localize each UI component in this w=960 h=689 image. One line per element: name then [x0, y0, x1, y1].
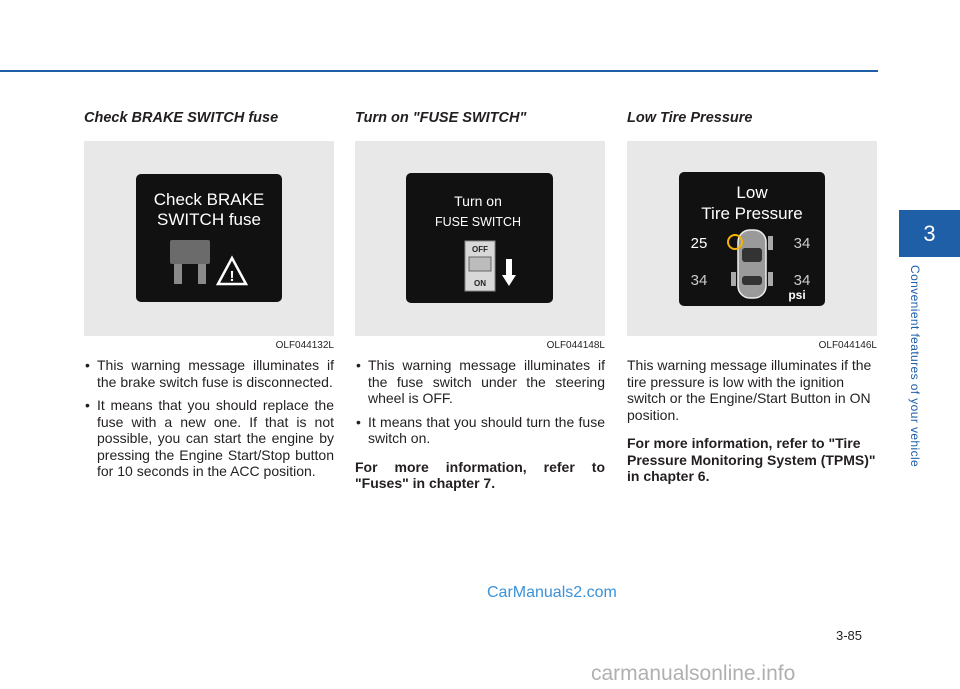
fuse-switch-illustration	[406, 173, 553, 303]
reference-note: For more information, refer to "Fuses" in chapter 7.	[355, 458, 605, 491]
chapter-tab: 3	[899, 210, 960, 257]
pressure-unit: psi	[788, 288, 806, 302]
screen-line: SWITCH fuse	[157, 210, 261, 229]
header-rule	[0, 70, 878, 72]
figure-code: OLF044132L	[275, 340, 334, 351]
figure-code: OLF044146L	[818, 340, 877, 351]
screen-line: FUSE SWITCH	[434, 215, 522, 229]
screen-line: Low	[736, 183, 768, 202]
bullet-item: • It means that you should turn the fuse switch on.	[355, 414, 605, 447]
screen-line: Tire Pressure	[701, 204, 803, 223]
body-paragraph: This warning message illuminates if the tire pressure is low with the ignition switch or the Engine/Start Button in ON position.	[627, 357, 872, 423]
chapter-title-text: Convenient features of your vehicle	[908, 265, 922, 468]
watermark-top: CarManuals2.com	[487, 584, 617, 601]
tire-value-front-right: 34	[793, 235, 811, 252]
section-heading: Low Tire Pressure	[627, 110, 753, 126]
bullet-item: • It means that you should replace the fuse with a new one. If that is not possible, you can start the engine by pressing the Engine Start/Stop button for 10 seconds in the ACC position.	[84, 397, 334, 480]
tire-value-rear-left: 34	[690, 272, 708, 289]
figure-code: OLF044148L	[546, 340, 605, 351]
fuse-icon	[170, 240, 210, 264]
section-heading: Check BRAKE SWITCH fuse	[84, 110, 279, 126]
page-number: 3-85	[836, 628, 863, 643]
screen-line: Check BRAKE	[153, 190, 265, 209]
figure-fuse-switch	[355, 141, 605, 336]
svg-text:!: !	[229, 268, 235, 285]
section-low-tire-pressure	[627, 110, 877, 485]
cluster-display	[679, 172, 825, 306]
reference-note: For more information, refer to "Tire Pressure Monitoring System (TPMS)" in chapter 6.	[627, 435, 876, 484]
watermark-bottom: carmanualsonline.info	[591, 662, 796, 685]
chapter-title	[908, 265, 922, 500]
section-brake-switch	[84, 110, 334, 487]
switch-label-off: OFF	[472, 245, 488, 254]
cluster-display	[136, 174, 282, 302]
arrow-down-icon	[506, 259, 512, 275]
section-heading: Turn on "FUSE SWITCH"	[355, 110, 527, 126]
figure-brake-switch	[84, 141, 334, 336]
bullet-item: • This warning message illuminates if the brake switch fuse is disconnected.	[84, 357, 334, 390]
bullet-item: • This warning message illuminates if the fuse switch under the steering wheel is OFF.	[355, 357, 605, 407]
brake-fuse-illustration	[136, 174, 282, 302]
tire-value-rear-right: 34	[793, 272, 811, 289]
screen-line: Turn on	[454, 193, 502, 209]
switch-label-on: ON	[474, 279, 486, 288]
bullet-list	[84, 357, 334, 480]
section-fuse-switch	[355, 110, 605, 492]
tire-value-front-left: 25	[690, 235, 708, 252]
tpms-illustration	[679, 172, 825, 306]
bullet-list	[355, 357, 605, 447]
figure-low-tire-pressure	[627, 141, 877, 336]
cluster-display	[406, 173, 553, 303]
